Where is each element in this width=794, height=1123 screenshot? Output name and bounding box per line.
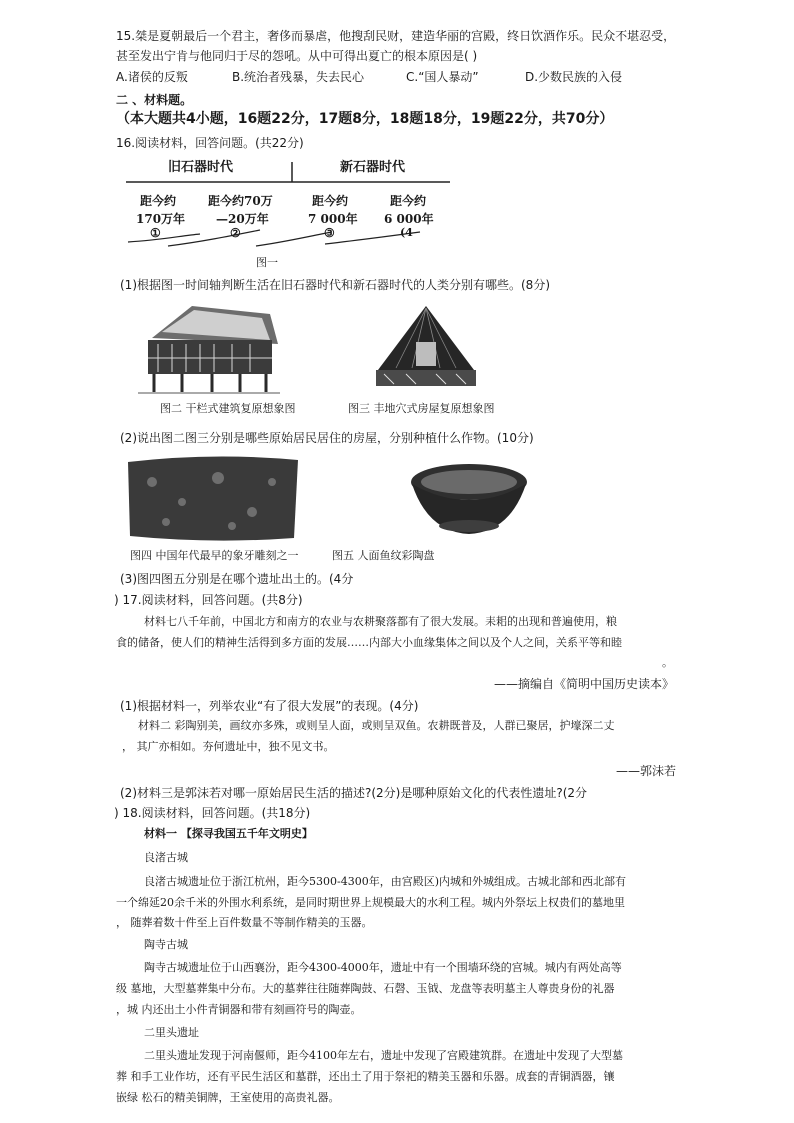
q16-stem: 16.阅读材料，回答问题。(共22分) — [116, 136, 304, 150]
q16-sub3: (3)图四图五分别是在哪个遗址出土的。(4分 — [120, 572, 354, 586]
timeline-item3-mark: ③ — [324, 226, 335, 240]
liangzhu-title: 良渚古城 — [144, 851, 188, 864]
q17-material2-source: ——郭沫若 — [616, 764, 677, 778]
timeline-item1-l2: 170万年 — [136, 212, 186, 226]
timeline-item3-l1: 距今约 — [312, 194, 349, 208]
taosi-title: 陶寺古城 — [144, 938, 188, 951]
q16-sub2: (2)说出图二图三分别是哪些原始居民居住的房屋，分别种植什么作物。(10分) — [120, 431, 534, 445]
era-new-label: 新石器时代 — [340, 160, 406, 175]
q15-line1: 15.桀是夏朝最后一个君主，奢侈而暴虐，他搜刮民财，建造华丽的宫殿，终日饮酒作乐。民众不堪忍受， — [116, 29, 676, 43]
fig4-caption: 图四 中国年代最早的象牙雕刻之一 — [130, 549, 299, 562]
timeline-caption: 图一 — [256, 256, 278, 269]
q17-material1-line1: 材料七八千年前，中国北方和南方的农业与农耕聚落都有了很大发展。耒耜的出现和普遍使用，粮 — [144, 615, 617, 628]
pottery-basin-image — [408, 460, 530, 538]
erlitou-line3: 嵌绿 松石的精美铜牌，王室使用的高贵礼器。 — [116, 1091, 340, 1104]
liangzhu-line1: 良渚古城遗址位于浙江杭州，距今5300-4300年，由宫殿区)内城和外城组成。古城北部和西北部有 — [144, 875, 626, 888]
timeline-item1-mark: ① — [150, 226, 161, 240]
fig3-caption: 图三 丰地穴式房屋复原想象图 — [348, 402, 495, 415]
erlitou-line2: 葬 和手工业作坊，还有平民生活区和墓群，还出土了用于祭祀的精美玉器和乐器。成套的青铜酒器，镶 — [116, 1070, 615, 1083]
q15-option-b: B.统治者残暴，失去民心 — [232, 70, 365, 84]
liangzhu-line2: 一个绵延20余千米的外围水利系统，是同时期世界上规模最大的水利工程。城内外祭坛上权贵们的墓地里 — [116, 896, 625, 909]
q15-option-c: C.“国人暴动” — [406, 70, 479, 84]
q15-line2: 甚至发出宁肯与他同归于尽的怨吼。从中可得出夏亡的根本原因是( ) — [116, 49, 478, 63]
timeline-item2-l2: —20万年 — [216, 212, 269, 226]
q17-sub2: (2)材料三是郭沫若对哪一原始居民生活的描述?(2分)是哪种原始文化的代表性遗址?(2分 — [120, 786, 588, 800]
q17-stem: ) 17.阅读材料，回答问题。(共8分) — [114, 593, 303, 607]
taosi-line1: 陶寺古城遗址位于山西襄汾，距今4300-4000年，遗址中有一个围墙环绕的宫城。城内有两处高等 — [144, 961, 622, 974]
timeline-item2-l1: 距今约70万 — [208, 194, 273, 208]
q18-stem: ) 18.阅读材料，回答问题。(共18分) — [114, 806, 311, 820]
timeline-item3-l2: 7 000年 — [308, 212, 358, 226]
q17-material2-line1: 材料二 彩陶别美，画纹亦多殊，或则呈人面，或则呈双鱼。农耕既普及，人群已聚居，护壕深二丈 — [138, 719, 615, 732]
timeline-item4-mark: (4 — [400, 226, 413, 239]
section-note: （本大题共4小题，16题22分，17题8分，18题18分，19题22分，共70分） — [116, 111, 614, 127]
liangzhu-line3: ， 随葬着数十件至上百件数量不等制作精美的玉器。 — [116, 916, 373, 929]
timeline-item2-mark: ② — [230, 226, 241, 240]
timeline-item4-l2: 6 000年 — [384, 212, 434, 226]
q17-sub1: (1)根据材料一，列举农业“有了很大发展”的表现。(4分) — [120, 699, 419, 713]
q18-material1-title: 材料一 【探寻我国五千年文明史】 — [144, 827, 313, 840]
taosi-line3: ，城 内还出土小件青铜器和带有刻画符号的陶壶。 — [116, 1003, 362, 1016]
timeline-figure — [120, 152, 460, 252]
ivory-carving-image — [122, 452, 304, 544]
q17-material1-source: ——摘编自《简明中国历史读本》 — [494, 677, 675, 691]
taosi-line2: 级 墓地，大型墓葬集中分布。大的墓葬往往随葬陶鼓、石磬、玉钺、龙盘等表明墓主人尊贵身份的礼器 — [116, 982, 615, 995]
erlitou-line1: 二里头遗址发现于河南偃师，距今4100年左右，遗址中发现了宫殿建筑群。在遗址中发现了大型墓 — [144, 1049, 623, 1062]
fig2-caption: 图二 干栏式建筑复原想象图 — [160, 402, 296, 415]
erlitou-title: 二里头遗址 — [144, 1026, 199, 1039]
fig5-caption: 图五 人面鱼纹彩陶盘 — [332, 549, 435, 562]
era-old-label: 旧石器时代 — [168, 160, 234, 175]
q17-material1-dot: 。 — [662, 656, 673, 669]
q17-material1-line2: 食的储备，使人们的精神生活得到多方面的发展……内部大小血缘集体之间以及个人之间，关系平等和睦 — [116, 636, 622, 649]
timeline-item1-l1: 距今约 — [140, 194, 177, 208]
timeline-item4-l1: 距今约 — [390, 194, 427, 208]
pit-house-image — [376, 302, 476, 390]
q15-option-a: A.诸侯的反叛 — [116, 70, 188, 84]
q15-option-d: D.少数民族的入侵 — [525, 70, 623, 84]
q16-sub1: (1)根据图一时间轴判断生活在旧石器时代和新石器时代的人类分别有哪些。(8分) — [120, 278, 550, 292]
stilt-house-image — [132, 300, 282, 395]
q17-material2-line2: ， 其广亦相如。夯何遗址中，独不见文书。 — [122, 740, 335, 753]
section-title: 二 、材料题。 — [116, 93, 193, 107]
